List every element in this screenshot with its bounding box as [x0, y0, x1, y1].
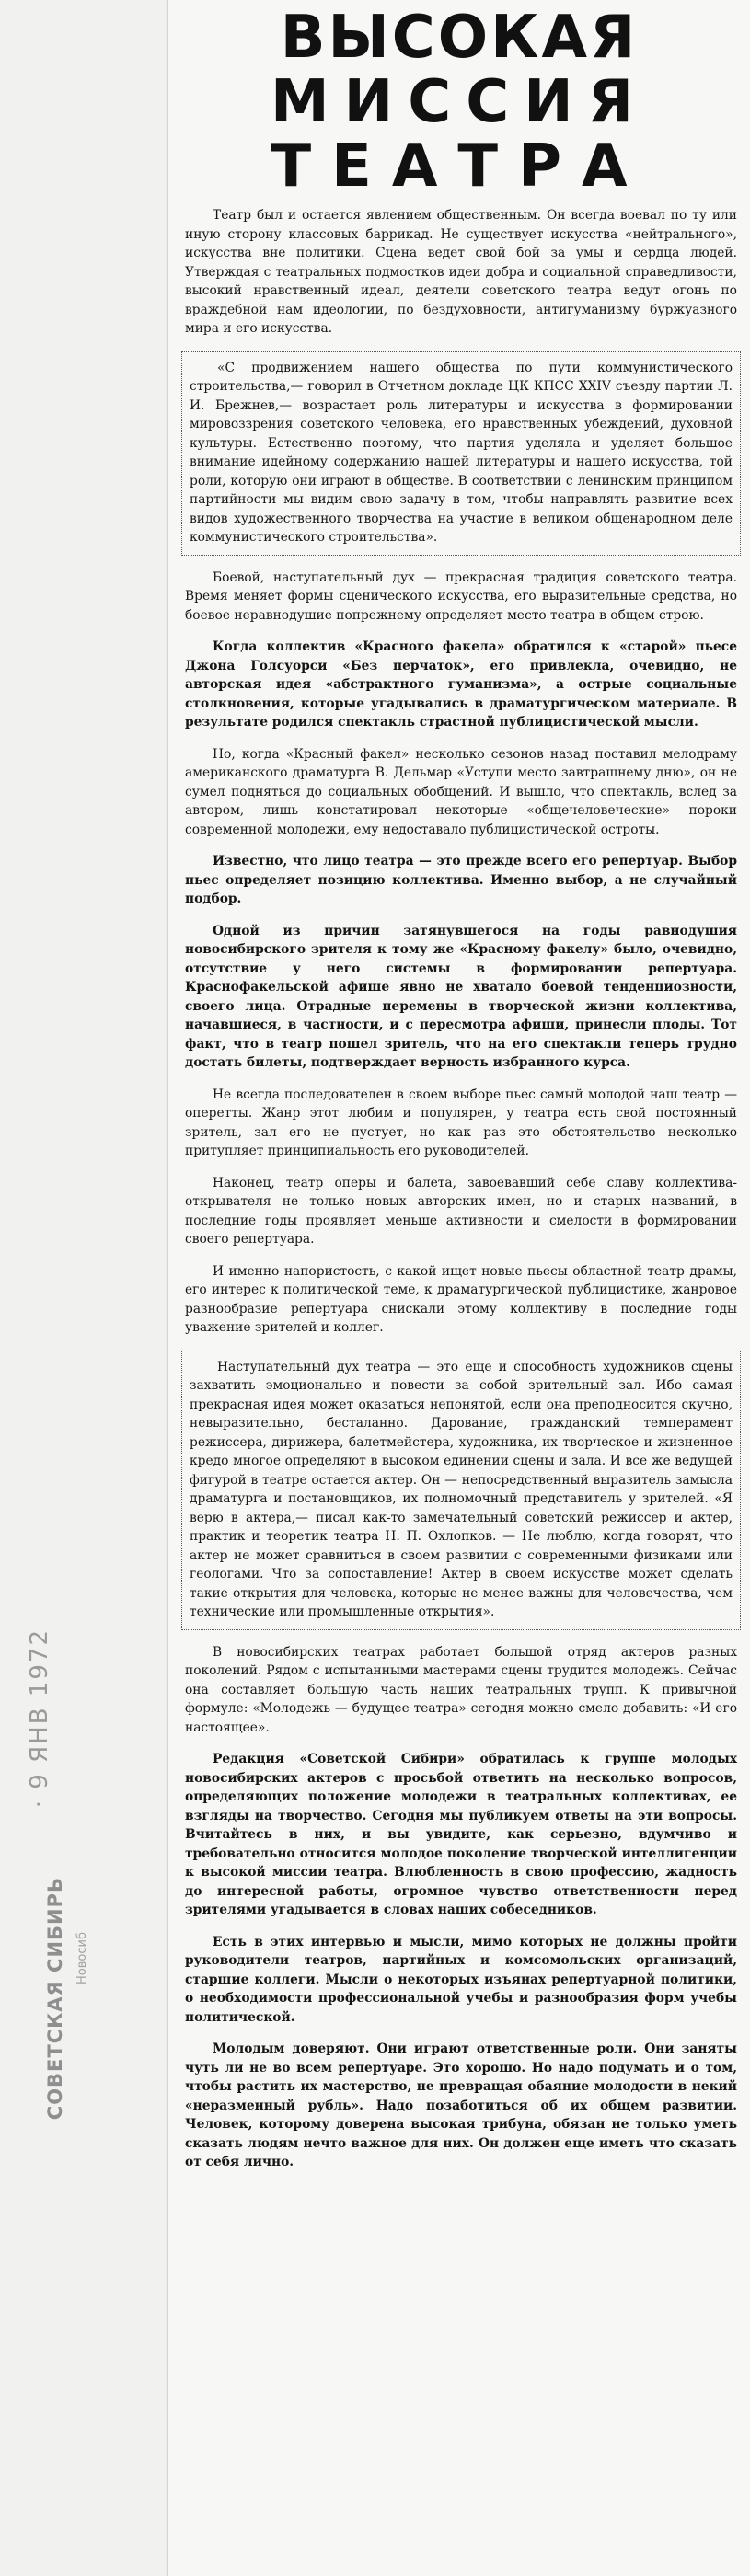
- boxed-paragraph: Наступательный дух театра — это еще и способность художников сцены захватить эмоционально и повести за собой зрительный зал. Ибо самая прекрасная идея может оказаться непонятой, если она преподносится скучно, невыразительно, бесталанно. Дарование, гражданский темперамент режиссера, дирижера, балетмейстера, художника, их творческое и жизненное кредо многое определяют в высоком единении сцены и зала. И все же ведущей фигурой в театре остается актер. Он — непосредственный выразитель замысла драматурга и постановщиков, их полномочный представитель у зрителей. «Я верю в актера,— писал как-то замечательный советский режиссер и актер, практик и теоретик театра Н. П. Охлопков. — Не люблю, когда говорят, что актер не может сравниться в своем развитии с современными физиками или геологами. Что за сопоставление! Актер в своем искусстве может сделать такие открытия для человека, которые не менее важны для человечества, чем технические или промышленные открытия».: [181, 1351, 741, 1630]
- quote-paragraph: «С продвижением нашего общества по пути коммунистического строительства,— говорил в Отчетном докладе ЦК КПСС XXIV съезду партии Л. И. Брежнев,— возрастает роль литературы и искусства в формировании мировоззрения советского человека, его нравственных убеждений, духовной культуры. Естественно поэтому, что партия уделяла и уделяет большое внимание идейному содержанию нашей литературы и нашего искусства, той роли, которую они играют в обществе. В соответствии с ленинским принципом партийности мы видим свою задачу в том, чтобы направлять развитие всех видов художественного творчества на участие в великом общенародном деле коммунистического строительства».: [181, 351, 741, 556]
- article: [167, 0, 750, 2576]
- paragraph: Боевой, наступательный дух — прекрасная традиция советского театра. Время меняет формы сценического искусства, его выразительные средства, но боевое неравнодушие попрежнему определяет место театра в общем строю.: [185, 569, 737, 623]
- paragraph: Наконец, театр оперы и балета, завоевавший себе славу коллектива-открывателя не только новых авторских имен, но и старых названий, в последние годы проявляет меньше активности и смелости в формировании своего репертуара.: [185, 1175, 737, 1247]
- title-line-3: ТЕАТРА: [271, 132, 648, 201]
- title-line-2: МИССИЯ: [270, 68, 649, 136]
- newspaper-city-stamp: Новосиб: [75, 1932, 89, 1984]
- paragraph: Театр был и остается явлением общественным. Он всегда воевал по ту или иную сторону классовых баррикад. Не существует искусства «нейтрального», искусства вне политики. Сцена ведет свой бой за умы и сердца людей. Утверждая с театральных подмостков идеи добра и социальной справедливости, высокий нравственный идеал, деятели советского театра ведут огонь по враждебной нам идеологии, по бездуховности, антигуманизму буржуазного мира и его искусства.: [185, 208, 737, 336]
- paragraph: Одной из причин затянувшегося на годы равнодушия новосибирского зрителя к тому же «Красному факелу» было, очевидно, отсутствие у него системы в формировании репертуара. Краснофакельской афише явно не хватало боевой тенденциозности, своего лица. Отрадные перемены в творческой жизни коллектива, начавшиеся, в частности, и с пересмотра афиши, принесли плоды. Тот факт, что в театр пошел зритель, что на его спектакли теперь трудно достать билеты, подтверждает верность избранного курса.: [185, 923, 737, 1070]
- paragraph: В новосибирских театрах работает большой отряд актеров разных поколений. Рядом с испытанными мастерами сцены трудится молодежь. Сейчас она составляет большую часть наших театральных трупп. К привычной формуле: «Молодежь — будущее театра» сегодня можно смело добавить: «И его настоящее».: [185, 1644, 737, 1735]
- paragraph: Когда коллектив «Красного факела» обратился к «старой» пьесе Джона Голсуорси «Без перчаток», его привлекла, очевидно, не авторская идея «абстрактного гуманизма», а острые социальные столкновения, которые угадывались в драматургическом материале. В результате родился спектакль страстной публицистической мысли.: [185, 639, 737, 730]
- article-body: [168, 199, 750, 2172]
- date-stamp: · 9 ЯНВ 1972: [26, 1628, 53, 1809]
- paragraph: И именно напористость, с какой ищет новые пьесы областной театр драмы, его интерес к политической теме, к драматургической публицистике, жанровое разнообразие репертуара снискали этому коллективу в последние годы уважение зрителей и коллег.: [185, 1263, 737, 1335]
- newspaper-name-stamp: СОВЕТСКАЯ СИБИРЬ: [44, 1877, 66, 2121]
- paragraph: Не всегда последователен в своем выборе пьес самый молодой наш театр — оперетты. Жанр этот любим и популярен, у театра есть свой постоянный зритель, зал его не пустует, но как раз это обстоятельство несколько притупляет принципиальность его руководителей.: [185, 1087, 737, 1158]
- article-title: [168, 0, 750, 199]
- paragraph: Но, когда «Красный факел» несколько сезонов назад поставил мелодраму американского драматурга В. Дельмар «Уступи место завтрашнему дню», он не сумел подняться до социальных обобщений. И вышло, что спектакль, вслед за автором, лишь констатировал некоторые «общечеловеческие» пороки современной молодежи, ему недоставало публицистической остроты.: [185, 746, 737, 837]
- paragraph: Известно, что лицо театра — это прежде всего его репертуар. Выбор пьес определяет позицию коллектива. Именно выбор, а не случайный подбор.: [185, 854, 737, 906]
- paragraph: Есть в этих интервью и мысли, мимо которых не должны пройти руководители театров, партийных и комсомольских организаций, старшие коллеги. Мысли о некоторых изъянах репертуарной политики, о необходимости профессиональной учебы и разнообразия форм учебы политической.: [185, 1934, 737, 2025]
- title-line-1: ВЫСОКАЯ: [280, 4, 639, 72]
- paragraph: Редакция «Советской Сибири» обратилась к группе молодых новосибирских актеров с просьбой ответить на несколько вопросов, определяющих положение молодежи в театральных коллективах, ее взгляды на творчество. Сегодня мы публикуем ответы на эти вопросы. Вчитайтесь в них, и вы увидите, как серьезно, вдумчиво и требовательно относится молодое поколение творческой интеллигенции к высокой миссии театра. Влюбленность в свою профессию, жадность до интересной работы, огромное чувство ответственности перед зрителями угадывается в словах наших собеседников.: [185, 1752, 737, 1917]
- clipping-margin: [0, 0, 166, 2576]
- paragraph: Молодым доверяют. Они играют ответственные роли. Они заняты чуть ли не во всем репертуаре. Это хорошо. Но надо подумать и о том, чтобы растить их мастерство, не превращая обаяние молодости в некий «неразменный рубль». Надо позаботиться об их общем развитии. Человек, которому доверена высокая трибуна, обязан не только уметь сказать людям нечто важное для них. Он должен еще иметь что сказать от себя лично.: [185, 2041, 737, 2169]
